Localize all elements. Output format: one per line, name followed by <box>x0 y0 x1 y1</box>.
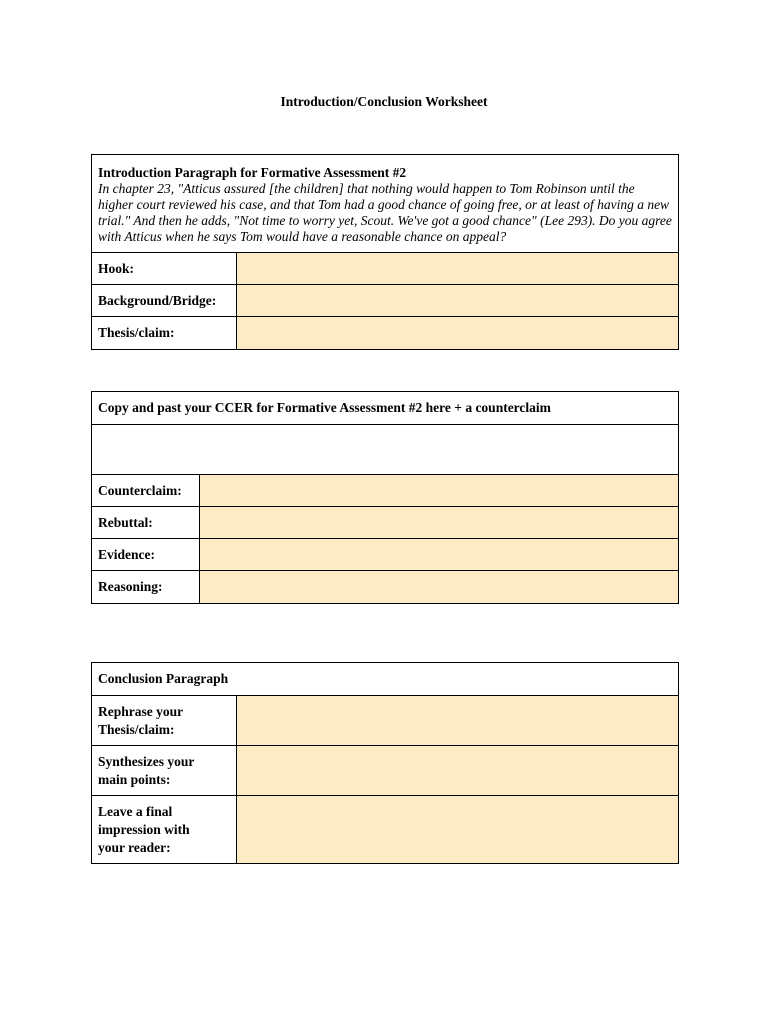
synthesize-points-field[interactable] <box>237 746 679 796</box>
worksheet-title: Introduction/Conclusion Worksheet <box>280 94 488 109</box>
ccer-heading: Copy and past your CCER for Formative Assessment #2 here + a counterclaim <box>92 392 679 425</box>
reasoning-field[interactable] <box>200 571 679 604</box>
rephrase-thesis-label <box>92 696 237 746</box>
introduction-header-cell <box>92 155 679 253</box>
introduction-prompt: In chapter 23, "Atticus assured [the children] that nothing would happen to Tom Robinson until the higher court reviewed his case, and that Tom had a good chance of going free, or at least of having a new trial." And then he adds, "Not time to worry yet, Scout. We've got a good chance" (Lee 293). Do you agree with Atticus when he says Tom would have a reasonable chance on appeal? <box>98 181 672 244</box>
hook-field[interactable] <box>237 253 679 285</box>
rebuttal-label: Rebuttal: <box>92 507 200 539</box>
thesis-claim-field[interactable] <box>237 317 679 350</box>
final-impression-label-line2: impression with <box>98 821 190 837</box>
final-impression-label-line3: your reader: <box>98 839 171 855</box>
counterclaim-label: Counterclaim: <box>92 475 200 507</box>
introduction-table <box>91 154 679 350</box>
final-impression-label <box>92 796 237 864</box>
background-bridge-label: Background/Bridge: <box>92 285 237 317</box>
rephrase-thesis-field[interactable] <box>237 696 679 746</box>
synthesize-points-label <box>92 746 237 796</box>
final-impression-field[interactable] <box>237 796 679 864</box>
evidence-label: Evidence: <box>92 539 200 571</box>
conclusion-table <box>91 662 679 864</box>
reasoning-label: Reasoning: <box>92 571 200 604</box>
ccer-table <box>91 391 679 604</box>
ccer-paste-field[interactable] <box>92 425 679 475</box>
background-bridge-field[interactable] <box>237 285 679 317</box>
evidence-field[interactable] <box>200 539 679 571</box>
introduction-heading: Introduction Paragraph for Formative Assessment #2 <box>98 165 407 180</box>
conclusion-heading: Conclusion Paragraph <box>92 663 679 696</box>
rebuttal-field[interactable] <box>200 507 679 539</box>
synthesize-points-label-line2: main points: <box>98 771 171 787</box>
rephrase-thesis-label-line1: Rephrase your <box>98 703 184 719</box>
synthesize-points-label-line1: Synthesizes your <box>98 753 195 769</box>
hook-label: Hook: <box>92 253 237 285</box>
final-impression-label-line1: Leave a final <box>98 803 173 819</box>
rephrase-thesis-label-line2: Thesis/claim: <box>98 721 175 737</box>
counterclaim-field[interactable] <box>200 475 679 507</box>
thesis-claim-label: Thesis/claim: <box>92 317 237 350</box>
